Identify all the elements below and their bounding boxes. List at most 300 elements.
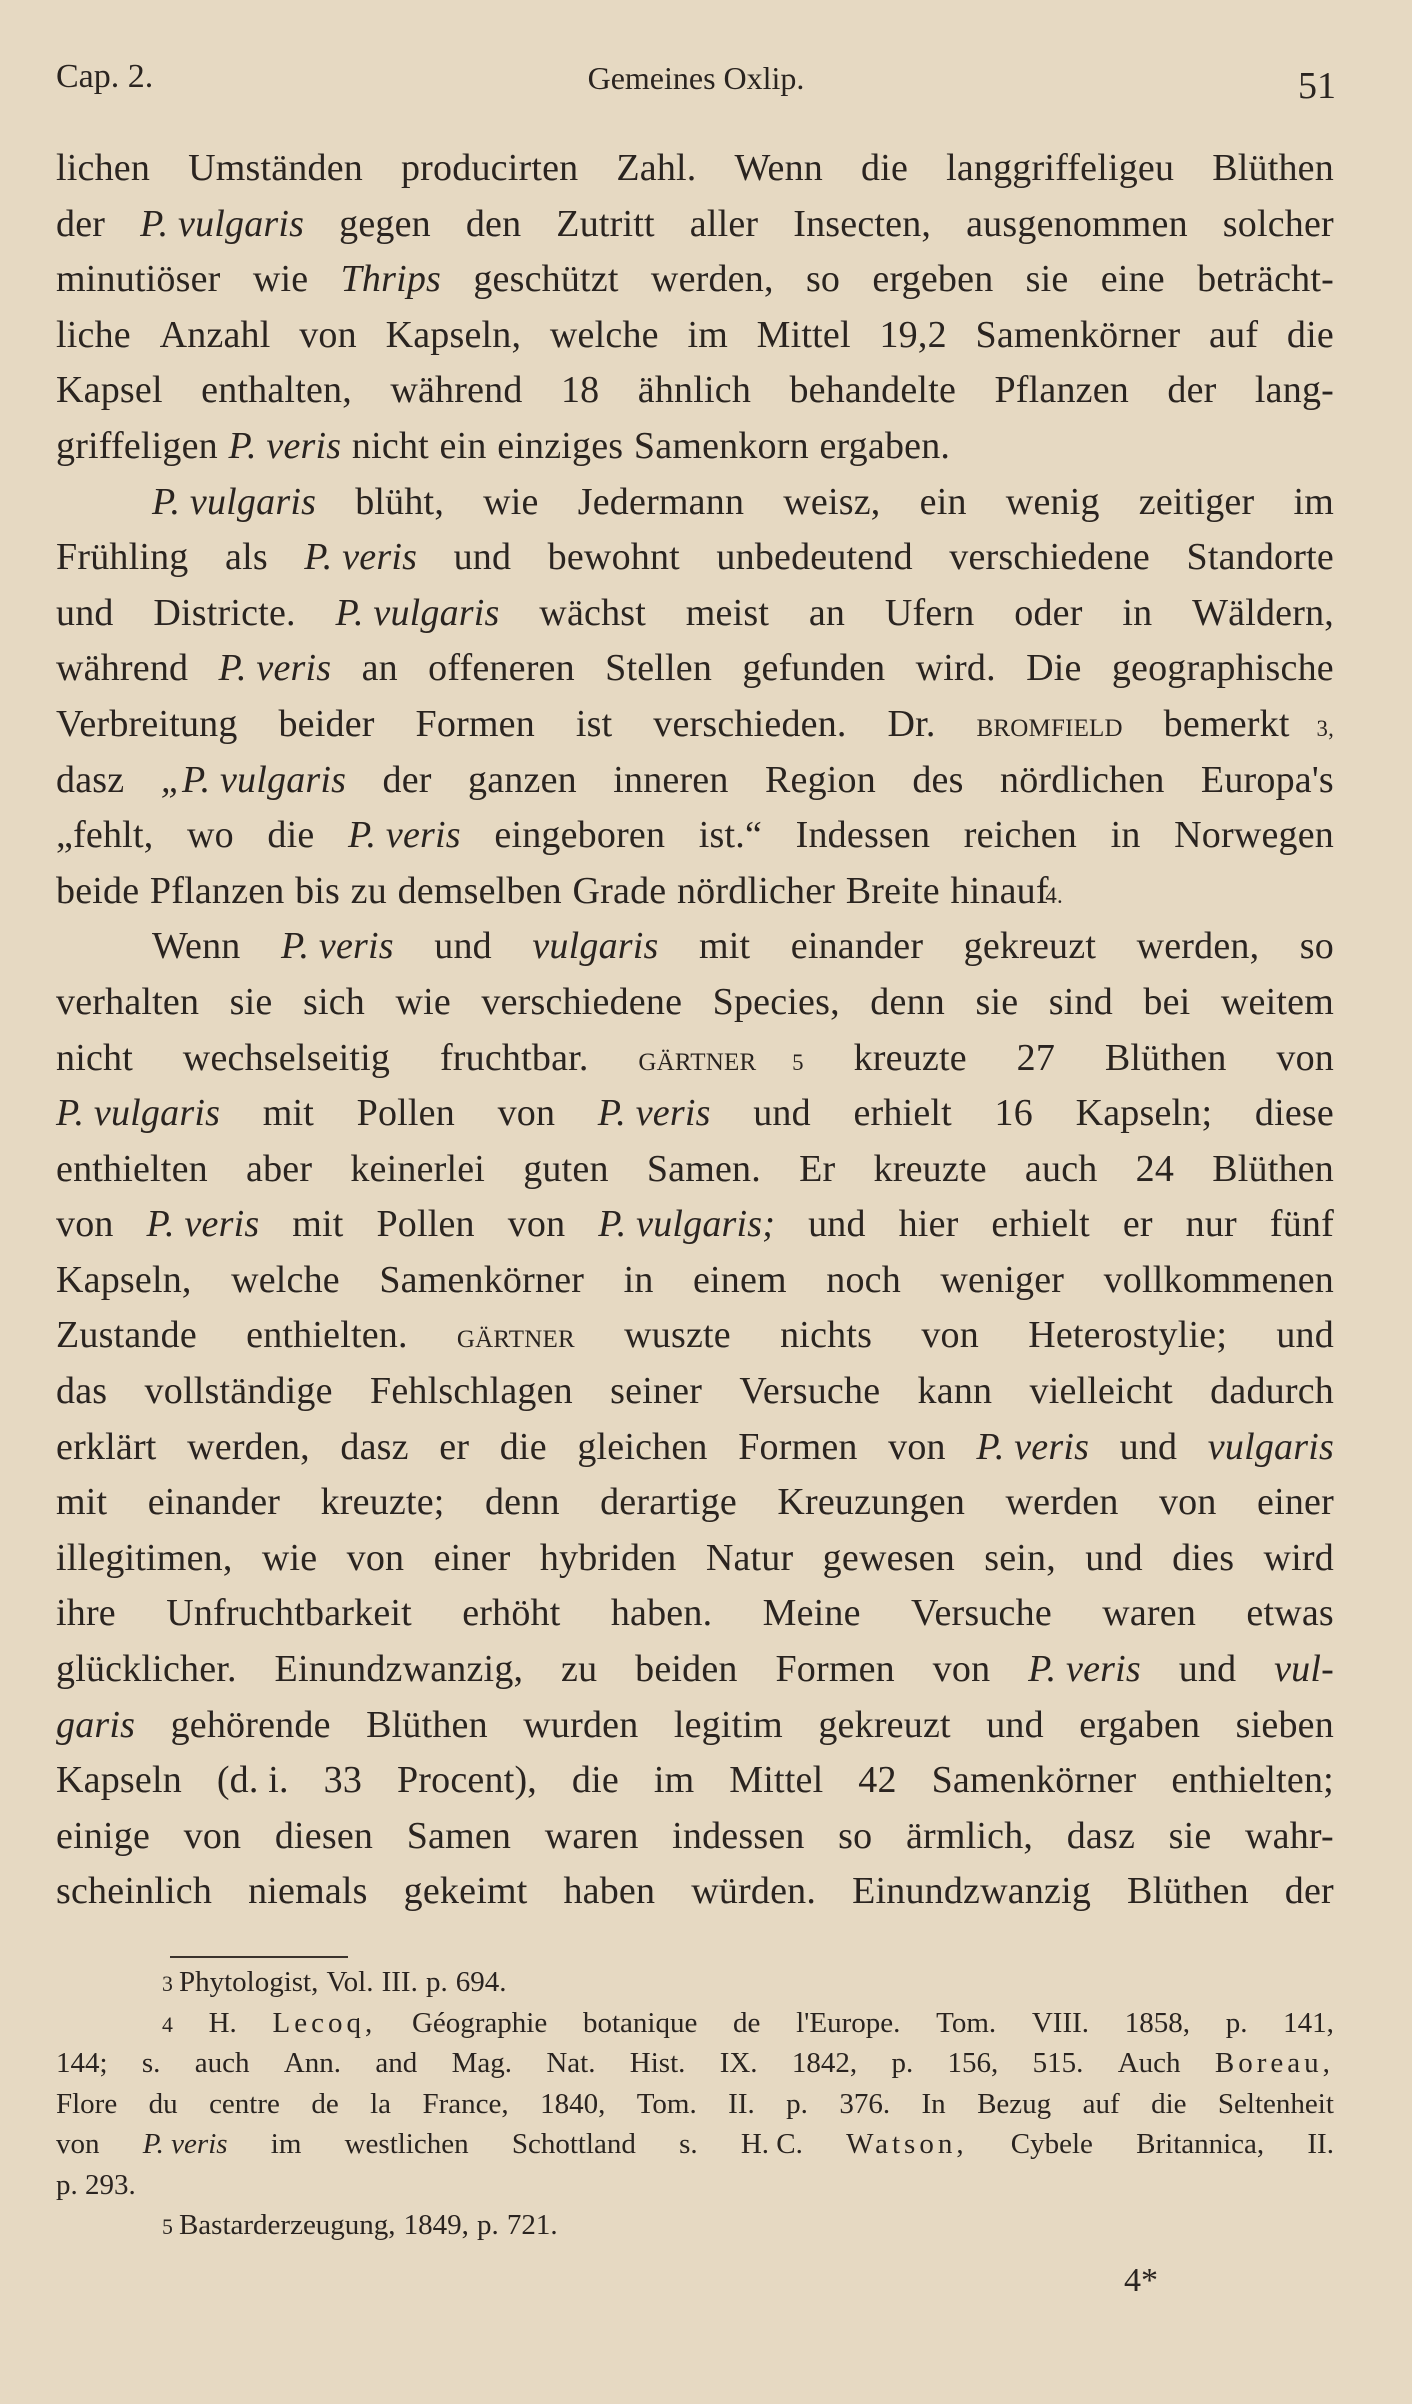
word: nur: [1185, 1203, 1237, 1246]
word: gefunden: [742, 647, 886, 690]
word: wird: [1263, 1536, 1334, 1579]
word: Frühling: [56, 536, 189, 579]
word: gewesen: [822, 1536, 955, 1579]
word: er: [1122, 1203, 1153, 1246]
word: dies: [1172, 1536, 1235, 1579]
word: Flore: [56, 2087, 118, 2120]
word: P. vulgaris: [56, 1092, 221, 1135]
word: mit: [292, 1203, 344, 1246]
footnote-line: [56, 1966, 1334, 2007]
word: enthalten,: [201, 369, 352, 412]
word: Standorte: [1186, 536, 1334, 579]
word: Wäldern,: [1192, 591, 1334, 634]
word: Wenn: [152, 925, 241, 968]
word: einige: [56, 1814, 151, 1857]
word: 515.: [1032, 2047, 1084, 2079]
word: dadurch: [1210, 1370, 1334, 1413]
footnote-line: [56, 2007, 1334, 2048]
word: er: [439, 1425, 470, 1468]
word: Pollen: [356, 1092, 455, 1135]
word: haben: [563, 1870, 656, 1913]
word: von: [921, 1314, 979, 1357]
text-line: [56, 1036, 1334, 1092]
word: kann: [917, 1370, 993, 1413]
word: von: [299, 313, 357, 356]
word: verhalten: [56, 980, 200, 1023]
word: P. veris: [146, 1203, 260, 1246]
word: im: [687, 313, 728, 356]
word: im: [1293, 480, 1334, 523]
word: vielleicht: [1029, 1370, 1173, 1413]
word: Versuche: [739, 1370, 881, 1413]
word: in: [1110, 814, 1141, 857]
text-line: [56, 1758, 1334, 1814]
word: la: [370, 2087, 392, 2120]
word: weniger: [940, 1258, 1065, 1301]
word: behandelte: [789, 369, 957, 412]
word: und: [808, 1203, 866, 1246]
word: einander: [147, 1481, 281, 1524]
word: Region: [764, 758, 876, 801]
word: Tom.: [936, 2006, 997, 2039]
word: Blüthen: [1127, 1870, 1249, 1913]
word: dasz: [1066, 1814, 1136, 1857]
word: so: [805, 258, 841, 301]
word: P. veris: [597, 1092, 711, 1135]
word: geographische: [1111, 647, 1334, 690]
word: p.: [425, 1966, 448, 1998]
word: Schottland: [511, 2128, 636, 2160]
word: Pflanzen: [994, 369, 1129, 412]
word: aller: [689, 202, 759, 245]
word: Mittel: [756, 313, 851, 356]
word: de: [733, 2006, 761, 2039]
word: du: [148, 2087, 178, 2120]
word: eingeboren: [494, 814, 666, 857]
word: wuszte: [624, 1314, 731, 1357]
word: an: [361, 647, 398, 690]
word: haben.: [610, 1592, 713, 1635]
word: Species,: [712, 980, 840, 1023]
word: der: [382, 758, 432, 801]
word: p.: [477, 2209, 499, 2241]
text-line: [56, 1369, 1334, 1425]
word: beiden: [635, 1648, 738, 1691]
word: nördlicher: [676, 869, 836, 912]
text-line: [56, 1869, 1334, 1925]
word: Auch: [1117, 2047, 1181, 2079]
word: Formen: [738, 1425, 858, 1468]
word: wie: [261, 1536, 318, 1579]
word: 19,2: [879, 313, 947, 356]
word: Hist.: [629, 2047, 686, 2079]
word: P. vulgaris: [335, 591, 500, 634]
word: Mittel: [729, 1759, 824, 1802]
word: Unfruchtbarkeit: [166, 1592, 412, 1635]
word: werden: [1005, 1481, 1119, 1524]
word: Europa's: [1200, 758, 1334, 801]
word: seiner: [610, 1370, 703, 1413]
word: beider: [278, 702, 375, 745]
running-header: [56, 58, 1336, 114]
word: guten: [523, 1147, 609, 1190]
word: Insecten,: [793, 202, 932, 245]
word: und: [986, 1703, 1044, 1746]
footnote-line: [56, 2128, 1334, 2169]
word: 24: [1135, 1147, 1175, 1190]
word: einander: [790, 925, 924, 968]
word: wie: [483, 480, 539, 523]
word: Boreau,: [1214, 2047, 1334, 2079]
word: Indessen: [795, 814, 931, 857]
word: Ufern: [884, 591, 975, 634]
word: vollständige: [144, 1370, 333, 1413]
word: dasz: [340, 1425, 409, 1468]
word: Formen: [775, 1648, 895, 1691]
word: Zahl.: [616, 147, 697, 189]
word: Samenkörner: [975, 313, 1181, 356]
word: Breite: [845, 869, 940, 912]
word: Kapseln,: [385, 313, 522, 356]
word: 1858,: [1124, 2006, 1190, 2039]
word: einem: [692, 1258, 787, 1301]
word: wurden: [523, 1703, 639, 1746]
word: derartige: [600, 1481, 737, 1524]
word: ist: [575, 702, 613, 745]
word: Watson,: [846, 2128, 968, 2160]
word: sind: [1048, 980, 1113, 1023]
word: und: [1085, 1536, 1143, 1579]
word: und: [753, 1092, 811, 1135]
word: gehörende: [170, 1703, 331, 1746]
word: Die: [1026, 647, 1082, 690]
word: diesen: [274, 1814, 374, 1857]
word: enthielten;: [1171, 1759, 1334, 1802]
word: niemals: [248, 1870, 368, 1913]
word: waren: [1102, 1592, 1197, 1635]
word: Einundzwanzig: [852, 1870, 1092, 1913]
text-line: [56, 980, 1334, 1036]
word: von: [1276, 1036, 1334, 1079]
word: die: [1286, 313, 1334, 356]
word: waren: [544, 1814, 639, 1857]
word: hybriden: [539, 1536, 677, 1579]
footnotes: [56, 1966, 1334, 2250]
word: (d. i.: [216, 1759, 289, 1802]
word: einer: [1257, 1481, 1334, 1524]
word: in: [1122, 591, 1153, 634]
word: P. veris: [976, 1425, 1090, 1468]
word: einer: [433, 1536, 511, 1579]
word: H.: [208, 2006, 237, 2039]
word: s.: [679, 2128, 698, 2160]
word: Kapseln;: [1075, 1092, 1213, 1135]
word: Kapseln,: [56, 1258, 192, 1301]
word: IX.: [719, 2047, 758, 2079]
word: Meine: [762, 1592, 861, 1635]
word: ihre: [56, 1592, 116, 1635]
word: wechselseitig: [182, 1036, 391, 1079]
word: 4.: [1045, 882, 1063, 908]
word: gärtner: [638, 1037, 757, 1078]
word: von: [183, 1814, 242, 1857]
text-line: [56, 424, 1334, 480]
word: die: [861, 147, 909, 189]
word: p. 293.: [56, 2168, 136, 2201]
word: eine: [1100, 258, 1165, 301]
word: Phytologist,: [178, 1966, 319, 1998]
word: 18: [560, 369, 600, 412]
word: dasz: [56, 758, 125, 801]
word: l'Europe.: [796, 2006, 901, 2039]
word: 4: [162, 2012, 173, 2037]
word: P. veris: [280, 925, 394, 968]
word: von: [56, 1203, 114, 1246]
word: 27: [1016, 1036, 1056, 1079]
word: Nat.: [546, 2047, 596, 2079]
word: Dr.: [887, 702, 936, 745]
word: offeneren: [428, 647, 575, 690]
word: vulgaris: [532, 925, 659, 968]
word: II.: [728, 2087, 755, 2120]
word: Norwegen: [1174, 814, 1334, 857]
word: II.: [1307, 2128, 1334, 2160]
word: Zutritt: [556, 202, 655, 245]
word: von: [888, 1425, 946, 1468]
text-line: [56, 1425, 1334, 1481]
word: Bastarderzeugung,: [178, 2209, 396, 2241]
word: in: [623, 1258, 654, 1301]
word: Cybele: [1010, 2128, 1093, 2160]
word: wächst: [539, 591, 647, 634]
word: bis: [295, 869, 341, 912]
word: von: [932, 1648, 991, 1691]
text-line: [56, 313, 1334, 369]
word: sein,: [984, 1536, 1056, 1579]
word: H. C.: [740, 2128, 803, 2160]
word: 16: [994, 1092, 1033, 1135]
text-line: [56, 480, 1334, 536]
word: beide: [56, 869, 140, 912]
word: Samenkörner: [931, 1759, 1137, 1802]
word: ergeben: [872, 258, 994, 301]
word: von: [507, 1203, 566, 1246]
word: Natur: [705, 1536, 794, 1579]
word: Districte.: [153, 591, 296, 634]
word: VIII.: [1031, 2006, 1090, 2039]
word: Jedermann: [577, 480, 745, 523]
running-title: Gemeines Oxlip.: [587, 60, 805, 96]
word: meist: [685, 591, 770, 634]
word: im: [653, 1759, 695, 1802]
word: bewohnt: [547, 536, 680, 579]
word: and: [375, 2047, 418, 2079]
word: der: [56, 202, 106, 245]
word: kreuzte;: [320, 1481, 445, 1524]
word: ausgenommen: [966, 202, 1188, 245]
word: Samen.: [646, 1147, 761, 1190]
word: Blüthen: [1212, 147, 1334, 189]
word: Géographie: [411, 2006, 548, 2039]
word: bemerkt: [1163, 702, 1290, 745]
word: verschiedene: [481, 980, 683, 1023]
word: vul-: [1274, 1648, 1334, 1691]
word: bromfield: [976, 703, 1123, 744]
word: nichts: [780, 1314, 873, 1357]
word: beträcht-: [1197, 258, 1334, 301]
word: Heterostylie;: [1028, 1314, 1228, 1357]
word: griffeligen: [56, 424, 218, 467]
word: vollkommenen: [1103, 1258, 1334, 1301]
word: Umständen: [188, 147, 363, 189]
word: legitim: [673, 1703, 783, 1746]
word: 1849,: [403, 2209, 469, 2241]
word: p.: [891, 2047, 914, 2079]
word: de: [311, 2087, 339, 2120]
word: verschiedene: [949, 536, 1150, 579]
word: Lecoq,: [272, 2006, 377, 2039]
word: 5: [792, 1049, 804, 1075]
word: Seltenheit: [1217, 2087, 1334, 2120]
word: werden,: [650, 258, 774, 301]
text-line: [56, 1536, 1334, 1592]
word: fünf: [1269, 1203, 1334, 1246]
word: 33: [323, 1759, 363, 1802]
page-number: 51: [1298, 65, 1336, 107]
word: France,: [422, 2087, 509, 2120]
text-line: [56, 646, 1334, 702]
text-line: [56, 1258, 1334, 1314]
word: weisz,: [783, 480, 881, 523]
word: nördlichen: [1000, 758, 1165, 801]
word: lang-: [1254, 369, 1334, 412]
word: weitem: [1220, 980, 1334, 1023]
text-line: [56, 1591, 1334, 1647]
word: 141,: [1283, 2006, 1334, 2039]
word: zu: [350, 869, 387, 912]
word: scheinlich: [56, 1870, 213, 1913]
word: wo: [186, 814, 234, 857]
footnote-line: [56, 2209, 1334, 2250]
word: zu: [561, 1648, 598, 1691]
text-line: [56, 813, 1334, 869]
word: die: [1151, 2087, 1187, 2120]
word: 3: [162, 1972, 173, 1996]
word: P. veris: [218, 647, 332, 690]
word: sich: [302, 980, 365, 1023]
word: und: [1178, 1648, 1237, 1691]
word: garis: [56, 1703, 136, 1746]
word: s.: [141, 2047, 161, 2079]
word: erhielt: [853, 1092, 952, 1135]
word: p.: [786, 2087, 808, 2120]
word: noch: [826, 1258, 901, 1301]
word: mit: [262, 1092, 314, 1135]
word: erhöht: [462, 1592, 561, 1635]
word: p.: [1225, 2006, 1248, 2039]
word: III.: [381, 1966, 418, 1998]
word: solcher: [1222, 202, 1334, 245]
word: wenig: [1005, 480, 1100, 523]
word: ergaben.: [819, 424, 951, 467]
word: der: [1284, 1870, 1334, 1913]
word: 144;: [56, 2047, 108, 2079]
word: ist.“: [698, 814, 763, 857]
text-line: [56, 1202, 1334, 1258]
word: geschützt: [473, 258, 619, 301]
word: Er: [799, 1147, 836, 1190]
word: so: [1299, 925, 1334, 968]
word: indessen: [672, 1814, 805, 1857]
word: Kapsel: [56, 369, 163, 412]
word: Einundzwanzig,: [274, 1648, 524, 1691]
word: Kapseln: [56, 1759, 182, 1802]
word: 3,: [1316, 715, 1334, 741]
word: minutiöser: [56, 258, 221, 301]
text-line: [56, 758, 1334, 814]
word: 376.: [839, 2087, 891, 2120]
word: producirten: [400, 147, 579, 189]
word: gegen: [339, 202, 431, 245]
word: enthielten.: [246, 1314, 408, 1357]
word: ein: [439, 424, 487, 467]
word: im: [270, 2128, 302, 2160]
word: botanique: [582, 2006, 698, 2039]
word: der: [1167, 369, 1217, 412]
word: P. veris: [304, 536, 418, 579]
word: 156,: [947, 2047, 999, 2079]
word: ärmlich,: [905, 1814, 1034, 1857]
word: Ann.: [283, 2047, 342, 2079]
word: Samenkorn: [633, 424, 809, 467]
word: Zustande: [56, 1314, 197, 1357]
word: von: [56, 2128, 100, 2160]
word: und: [1276, 1314, 1334, 1357]
word: P. veris: [348, 814, 461, 857]
word: lichen: [56, 147, 151, 189]
text-line: [56, 869, 1334, 925]
word: gekreuzt: [818, 1703, 951, 1746]
word: auch: [1024, 1147, 1098, 1190]
word: gekreuzt: [963, 925, 1097, 968]
word: kreuzte: [853, 1036, 967, 1079]
text-line: [56, 1814, 1334, 1870]
word: Kreuzungen: [777, 1481, 966, 1524]
text-line: [56, 1091, 1334, 1147]
word: werden,: [187, 1425, 310, 1468]
word: Versuche: [911, 1592, 1052, 1635]
word: Blüthen: [1212, 1147, 1334, 1190]
word: Anzahl: [159, 313, 271, 356]
word: Britannica,: [1136, 2128, 1265, 2160]
chapter-label: Cap. 2.: [56, 58, 154, 95]
word: werden,: [1136, 925, 1260, 968]
word: denn: [484, 1481, 560, 1524]
word: ein: [919, 480, 967, 523]
word: P. veris: [142, 2128, 228, 2160]
word: demselben: [397, 869, 562, 912]
word: erhielt: [991, 1203, 1090, 1246]
word: 1842,: [791, 2047, 858, 2079]
word: von: [497, 1092, 556, 1135]
word: oder: [1014, 591, 1083, 634]
word: die: [571, 1759, 619, 1802]
text-line: [56, 1480, 1334, 1536]
word: nicht: [56, 1036, 133, 1079]
word: des: [912, 758, 964, 801]
word: so: [838, 1814, 873, 1857]
word: „P. vulgaris: [160, 758, 347, 801]
